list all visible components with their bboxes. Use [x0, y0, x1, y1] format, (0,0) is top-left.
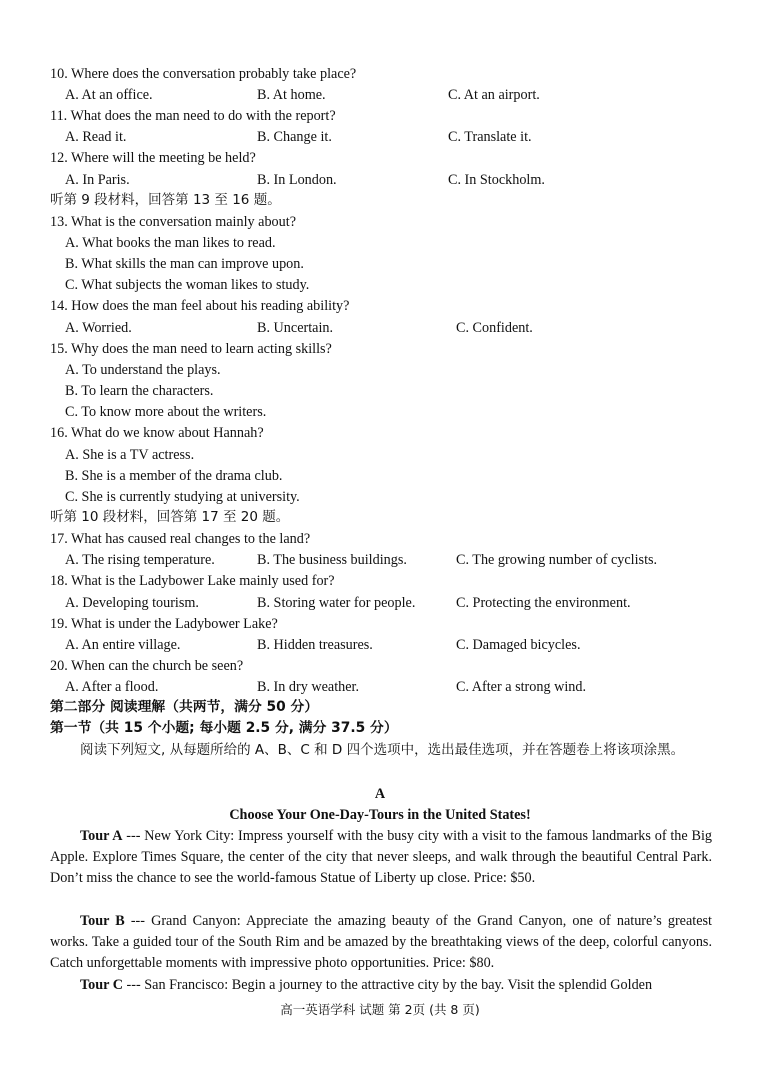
- tour-c-label: Tour C: [80, 977, 123, 993]
- section-10-note: 听第 10 段材料，回答第 17 至 20 题。: [50, 509, 290, 525]
- q10-option-a: A. At an office.: [65, 87, 153, 103]
- q14-option-c: C. Confident.: [456, 320, 533, 336]
- tour-a-text: --- New York City: Impress yourself with the busy city with a visit to the famous landmarks of the Big Apple. Explore Times Square, the center of the city that never sleeps, and walk through the beautiful Central Park. Don’t miss the chance to see the world-famous Statue of Liberty up close. Price: $50.: [50, 828, 712, 887]
- q12-option-a: A. In Paris.: [65, 172, 130, 188]
- tour-c-text: --- San Francisco: Begin a journey to the attractive city by the bay. Visit the splendid Golden: [122, 977, 653, 993]
- tour-b-label: Tour B: [80, 913, 125, 929]
- instructions: 阅读下列短文, 从每题所给的 A、B、C 和 D 四个选项中，选出最佳选项，并在答题卷上将该项涂黑。: [80, 742, 685, 758]
- q11-option-b: B. Change it.: [257, 129, 332, 145]
- q11-option-c: C. Translate it.: [448, 129, 532, 145]
- tour-b-text: --- Grand Canyon: Appreciate the amazing beauty of the Grand Canyon, one of nature’s greatest works. Take a guided tour of the South Rim and be amazed by the breathtaking views of the deep, colorful canyons. Catch unforgettable moments with impressive photo opportunities. Price: $80.: [50, 913, 712, 972]
- q12-option-c: C. In Stockholm.: [448, 172, 545, 188]
- q14-option-b: B. Uncertain.: [257, 320, 334, 336]
- q13-option-b: B. What skills the man can improve upon.: [65, 256, 304, 272]
- section-9-note: 听第 9 段材料，回答第 13 至 16 题。: [50, 192, 281, 208]
- question-13: 13. What is the conversation mainly about?: [50, 214, 296, 230]
- q19-option-c: C. Damaged bicycles.: [456, 637, 581, 653]
- section1-title: 第一节（共 15 个小题; 每小题 2.5 分, 满分 37.5 分）: [50, 720, 398, 736]
- q20-option-b: B. In dry weather.: [257, 679, 360, 695]
- q12-option-b: B. In London.: [257, 172, 337, 188]
- question-17: 17. What has caused real changes to the land?: [50, 531, 311, 547]
- passage-letter: A: [374, 786, 386, 802]
- q18-option-c: C. Protecting the environment.: [456, 595, 631, 611]
- q19-option-a: A. An entire village.: [65, 637, 181, 653]
- q11-option-a: A. Read it.: [65, 129, 127, 145]
- tour-a-label: Tour A: [80, 828, 123, 844]
- q10-option-b: B. At home.: [257, 87, 326, 103]
- q16-option-a: A. She is a TV actress.: [65, 447, 195, 463]
- q17-option-b: B. The business buildings.: [257, 552, 407, 568]
- question-20: 20. When can the church be seen?: [50, 658, 244, 674]
- q17-option-c: C. The growing number of cyclists.: [456, 552, 658, 568]
- question-19: 19. What is under the Ladybower Lake?: [50, 616, 278, 632]
- tour-a-paragraph: [50, 826, 712, 890]
- part2-title: 第二部分 阅读理解（共两节，满分 50 分）: [50, 699, 319, 715]
- question-14: 14. How does the man feel about his reading ability?: [50, 298, 350, 314]
- q19-option-b: B. Hidden treasures.: [257, 637, 373, 653]
- q18-option-a: A. Developing tourism.: [65, 595, 199, 611]
- tour-b-paragraph: [50, 911, 712, 975]
- question-16: 16. What do we know about Hannah?: [50, 425, 264, 441]
- q16-option-b: B. She is a member of the drama club.: [65, 468, 283, 484]
- question-10: 10. Where does the conversation probably take place?: [50, 66, 357, 82]
- q15-option-a: A. To understand the plays.: [65, 362, 221, 378]
- question-12: 12. Where will the meeting be held?: [50, 150, 256, 166]
- q20-option-c: C. After a strong wind.: [456, 679, 587, 695]
- q15-option-b: B. To learn the characters.: [65, 383, 214, 399]
- q10-option-c: C. At an airport.: [448, 87, 540, 103]
- question-11: 11. What does the man need to do with the report?: [50, 108, 336, 124]
- page-footer: 高一英语学科 试题 第 2页 (共 8 页): [280, 1002, 480, 1017]
- q16-option-c: C. She is currently studying at university.: [65, 489, 300, 505]
- q15-option-c: C. To know more about the writers.: [65, 404, 267, 420]
- tour-c-paragraph: [50, 975, 712, 996]
- q13-option-c: C. What subjects the woman likes to study.: [65, 277, 310, 293]
- passage-title: Choose Your One-Day-Tours in the United States!: [229, 807, 531, 823]
- q20-option-a: A. After a flood.: [65, 679, 159, 695]
- question-18: 18. What is the Ladybower Lake mainly used for?: [50, 573, 335, 589]
- q13-option-a: A. What books the man likes to read.: [65, 235, 276, 251]
- q14-option-a: A. Worried.: [65, 320, 132, 336]
- question-15: 15. Why does the man need to learn acting skills?: [50, 341, 332, 357]
- q18-option-b: B. Storing water for people.: [257, 595, 416, 611]
- q17-option-a: A. The rising temperature.: [65, 552, 215, 568]
